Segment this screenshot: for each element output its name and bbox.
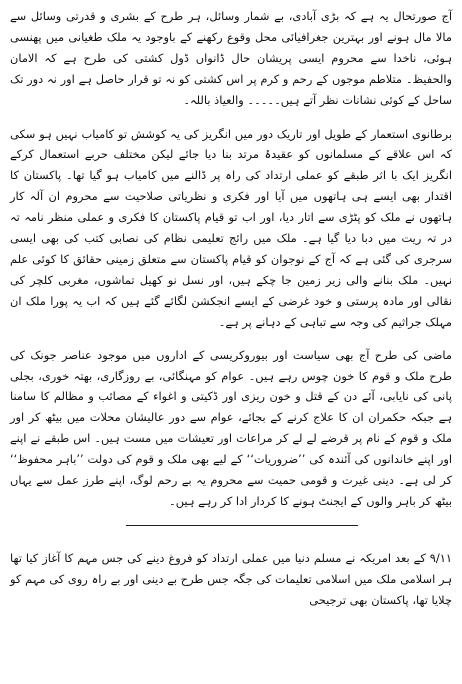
paragraph-2: برطانوی استعمار کے طویل اور تاریک دور میں انگریز کی یہ کوشش تو کامیاب نہیں ہو سکی کہ اس علاقے کے مسلمانوں کو عقیدۂ مرتد بنا دیا جائے لیکن مختلف حربے استعمال کرکے انگریز ایک با اثر طبقے کو عملی ارتداد کی راہ پر ڈالنے میں کامیاب ہو گیا تھا۔ پاکستان کا اقتدار بھی ایسے ہی ہاتھوں میں آیا اور فکری و نظریاتی صلاحیت سے محروم ان آلہ کار ہاتھوں نے ملک کو پٹڑی سے اتار دیا، اور اب تو قیام پاکستان کا فکری و عملی منظر نامہ تہ در تہ ریت میں دبا دیا گیا ہے۔ ملک میں رائج تعلیمی نظام کی نصابی کتب کی بھی ایسی سرجری کی گئی ہے کہ آج کے نوجوان کو قیام پاکستان سے متعلق زمینی حقائق کا کوئی علم نہیں۔ ملک بنانے والی زیر زمین جا چکے ہیں، اور نسل نو کھیل تماشوں، مغربی کلچر کی نقالی اور مادہ پرستی و خود غرضی کے ایسے انجکشن لگائے گئے ہیں کہ اب یہ پورا ملک ان مہلک جراثیم کی وجہ سے تباہی کے دہانے پر ہے۔ bbox=[10, 126, 452, 329]
section-divider bbox=[10, 514, 452, 534]
divider-line bbox=[126, 525, 358, 526]
paragraph-4: ۹/۱۱ کے بعد امریکہ نے مسلم دنیا میں عملی ارتداد کو فروغ دینے کی جس مہم کا آغاز کیا تھا ہر اسلامی ملک میں اسلامی تعلیمات کی جگہ جس طرح بے دینی اور بے راہ روی کی مہم کو چلایا تھا، پاکستان بھی ترجیحی bbox=[10, 550, 452, 607]
paragraph-3: ماضی کی طرح آج بھی سیاست اور بیوروکریسی کے اداروں میں موجود عناصر جونک کی طرح ملک و قوم کا خون چوس رہے ہیں۔ عوام کو مہنگائی، بے روزگاری، بھتہ خوری، بجلی پانی کی نایابی، آئے دن کے قتل و خون ریزی اور ڈکیتی و اغواء کے مصائب و مظالم کا سامنا ہے جبکہ حکمران ان کا علاج کرنے کے بجائے، عوام سے دور عالیشان محلات میں بیٹھ کر اور ملک و قوم کے نام پر قرضے لے لے کر مراعات اور تعیشات میں مست ہیں۔ اس طبقے نے اپنے اور اپنے خاندانوں کی آئندہ کی ’’ضروریات‘‘ کے لیے بھی ملک و قوم کی دولت ’’باہر محفوظ‘‘ کر لی ہے۔ دینی غیرت و قومی حمیت سے محروم یہ بے رحم لوگ، اپنے طرز عمل سے یہاں بیٹھ کر باہر والوں کے ایجنٹ ہونے کا کردار ادا کر رہے ہیں۔ bbox=[10, 347, 452, 508]
paragraph-1: آج صورتحال یہ ہے کہ بڑی آبادی، بے شمار وسائل، ہر طرح کے بشری و قدرتی وسائل سے مالا مال ہونے اور بہترین جغرافیائی محل وقوع رکھنے کے باوجود یہ ملک طغیانی میں پھنسی ہوئی، ناخدا سے محروم ایسی پریشان حال ڈانواں ڈول کشتی کی طرح ہے کہ الامان والحفیظ۔ متلاطم موجوں کے رحم و کرم پر اس کشتی کو نہ تو قرار حاصل ہے اور نہ دور تک ساحل کے کوئی نشانات نظر آتے ہیں۔۔۔۔۔ والعیاذ باللہ۔ bbox=[10, 9, 452, 107]
